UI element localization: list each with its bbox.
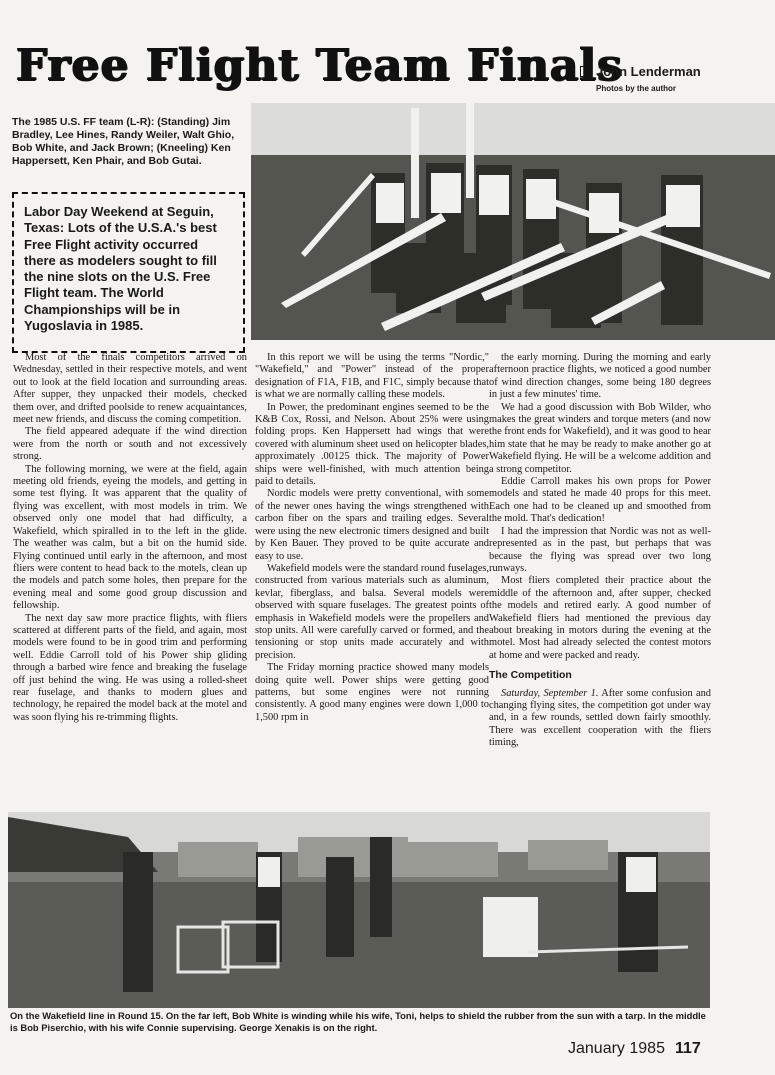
top-photo-caption: The 1985 U.S. FF team (L-R): (Standing) Jim Bradley, Lee Hines, Randy Weiler, Walt Ghio, Bob White, and Jack Brown; (Kneeling) Ken Happersett, Ken Phair, and Bob Gutai. (12, 116, 235, 167)
page-number: 117 (674, 1040, 701, 1057)
paragraph: Most fliers completed their practice about the middle of the afternoon and, after supper, checked the models and retired early. A good number of Wakefield fliers had mentioned the previous day about breaking in motors during the evening at the motel. Most had already selected the contest motors at home and were packed and ready. (489, 575, 711, 661)
column-3 (489, 352, 711, 750)
paragraph: I had the impression that Nordic was not as well-represented as in the past, but perhaps that was because the flying was spread over two long runways. (489, 525, 711, 574)
article-title: Free Flight Team Finals (16, 40, 624, 91)
team-photo (251, 103, 775, 340)
bottom-photo-caption: On the Wakefield line in Round 15. On the far left, Bob White is winding while his wife, Toni, helps to shield the rubber from the sun with a tarp. In the middle is Bob Piserchio, with his wife Connie supervising. George Xenakis is on the right. (10, 1010, 706, 1033)
paragraph: Nordic models were pretty conventional, with some of the newer ones having the wings strengthened with carbon fiber on the spars and trailing edges. Several were using the new electronic timers designed and built by Ken Bauer. They proved to be quite accurate and easy to use. (255, 488, 489, 562)
column-2 (255, 352, 489, 724)
author-byline (580, 64, 701, 79)
author-name: John Lenderman (596, 64, 701, 79)
section-heading: The Competition (489, 669, 572, 682)
paragraph: The next day saw more practice flights, with fliers scattered at different parts of the field, and again, most models were found to be in good trim and performing well. Eddie Carroll told of his Power ship gliding through a barbed wire fence and breaking the fuselage off just behind the wing. He was using a rolled-sheet rear fuselage, and thanks to modern glues and technology, he repaired the model back at the motel and was soon flying his re-trimming flights. (13, 612, 247, 723)
paragraph: We had a good discussion with Bob Wilder, who makes the great winders and torque meters (and now the front ends for Wakefield), and it was good to hear him state that he may be ready to make another go at Wakefield flying. He will be a welcome addition and a strong competitor. (489, 401, 712, 475)
paragraph: The Friday morning practice showed many models doing quite well. Power ships were getting good patterns, but some engines were not running consistently. A good many engines were down 1,000 to 1,500 rpm in (255, 662, 489, 723)
paragraph: The following morning, we were at the field, again meeting old friends, eyeing the models, and getting in some test flying. It was apparent that the quality of flying was excellent, with most models in trim. We observed only one model that had difficulty, a Wakefield, which spiralled in to the left in the glide. The weather was calm, but a bit on the humid side. Flying continued until early in the afternoon, and most fliers were content to head back to the motels, clean up the models and patch some holes, then prepare for the evening meal and some good group discussion and fellowship. (13, 463, 247, 612)
wakefield-line-photo (8, 812, 710, 1008)
paragraph: In Power, the predominant engines seemed to be the K&B Cox, Rossi, and Nelson. About 25% were using folding props. Ken Happersett had wings that were covered with aluminum sheet used on helicopter blades, approximately .00125 thick. The majority of Power ships were well-finished, with much attention being paid to details. (255, 401, 489, 488)
paragraph: the early morning. During the morning and early afternoon practice flights, we noticed a good number of wind direction changes, some being 180 degrees in just a few minutes' time. (489, 352, 711, 401)
paragraph-text: After some confusion and changing flying sites, the competition got under way and, in a few rounds, settled down fairly smoothly. There was excellent cooperation with the fliers timing, (489, 687, 711, 749)
paragraph: Wakefield models were the standard round fuselages, constructed from various materials such as aluminum, kevlar, fiberglass, and balsa. Several models were observed with square fuselages. The greatest points of emphasis in Wakefield models were the propellers and stop units. All were carefully carved or formed, and the tensioning or stop units made accurately and with precision. (255, 562, 489, 661)
photo-credit: Photos by the author (596, 84, 676, 93)
issue-date: January 1985 (568, 1040, 665, 1057)
paragraph: The field appeared adequate if the wind direction were from the north or south and not excessively strong. (13, 426, 247, 463)
paragraph (489, 688, 711, 750)
column-1 (13, 352, 247, 724)
paragraph: In this report we will be using the terms "Nordic," "Wakefield," and "Power" instead of the proper designation of F1A, F1B, and F1C, simply because that is what we are normally calling these models. (255, 352, 489, 401)
page-footer (568, 1040, 701, 1058)
wakefield-photo-illustration (8, 812, 710, 1008)
paragraph: Eddie Carroll makes his own props for Power models and stated he made 40 props for this meet. Each one had to be cleaned up and smoothed from the mold. That's dedication! (489, 476, 711, 525)
team-photo-illustration (251, 103, 775, 340)
byline-box-icon (580, 66, 591, 77)
dateline: Saturday, September 1. (501, 687, 599, 699)
paragraph: Most of the finals competitors arrived on Wednesday, settled in their respective motels, and went out to look at the field location and surrounding areas. After supper, they unpacked their models, checked them over, and drifted poolside to renew acquaintances, meet new friends, and discuss the coming competition. (13, 352, 247, 426)
intro-callout-box: Labor Day Weekend at Seguin, Texas: Lots of the U.S.A.'s best Free Flight activity occurred there as modelers sought to fill the nine slots on the U.S. Free Flight team. The World Championships will be in Yugoslavia in 1985. (12, 192, 245, 353)
